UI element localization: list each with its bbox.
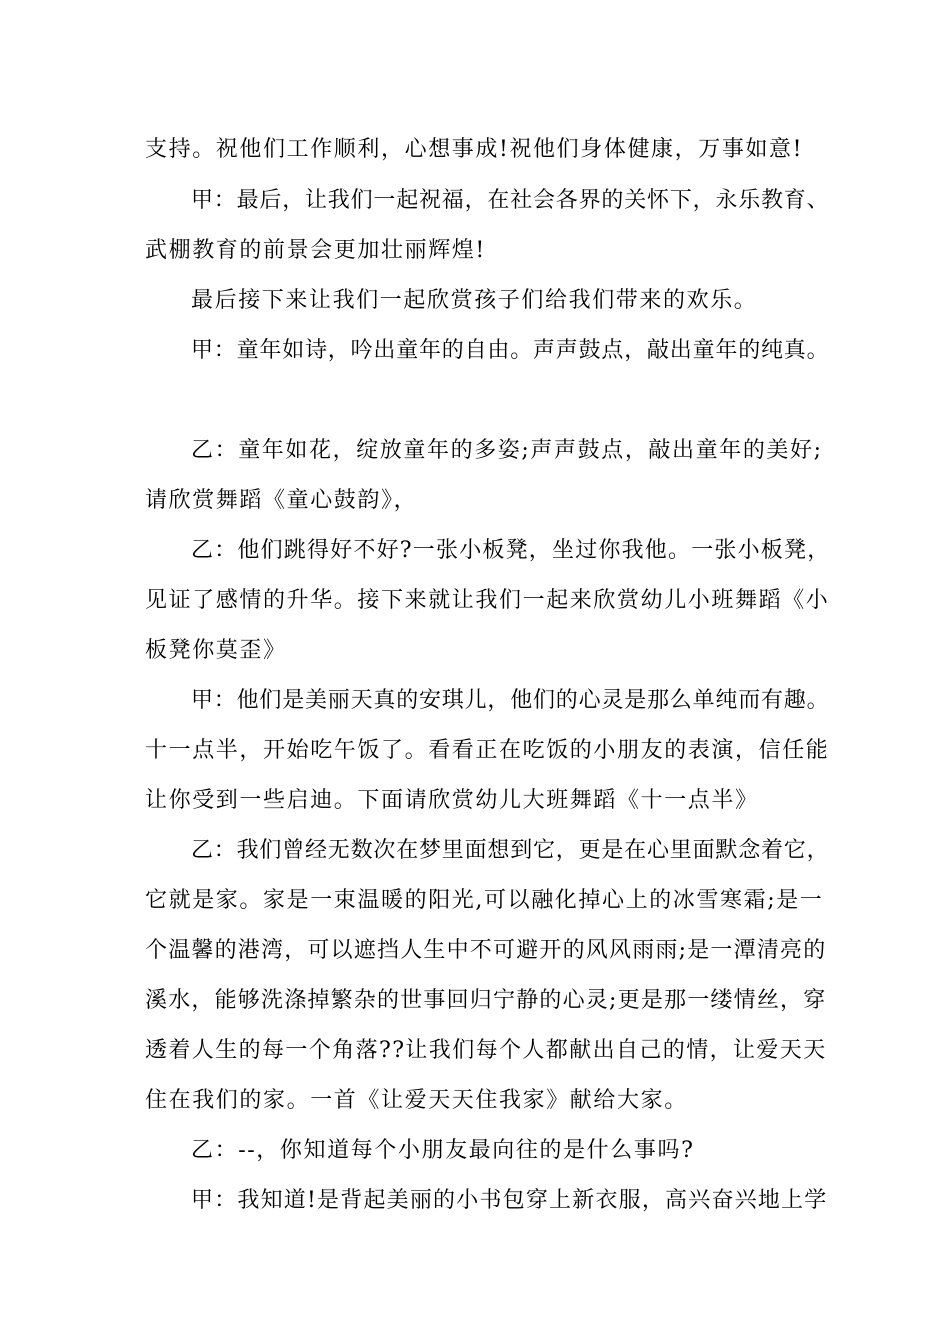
text-line: 乙：我们曾经无数次在梦里面想到它，更是在心里面默念着它，	[191, 838, 830, 863]
text-line: 见证了感情的升华。接下来就让我们一起来欣赏幼儿小班舞蹈《小	[145, 588, 830, 613]
text-line: 甲：最后，让我们一起祝福，在社会各界的关怀下，永乐教育、	[191, 188, 830, 213]
text-line: 乙：--，你知道每个小朋友最向往的是什么事吗?	[191, 1138, 695, 1163]
text-line: 支持。祝他们工作顺利，心想事成!祝他们身体健康，万事如意!	[145, 137, 804, 162]
text-line: 十一点半，开始吃午饭了。看看正在吃饭的小朋友的表演，信任能	[145, 738, 830, 763]
text-line: 它就是家。家是一束温暖的阳光,可以融化掉心上的冰雪寒霜;是一	[145, 888, 824, 913]
text-line: 武棚教育的前景会更加壮丽辉煌!	[145, 238, 486, 263]
text-line: 板凳你莫歪》	[145, 638, 287, 663]
text-line: 甲：童年如诗，吟出童年的自由。声声鼓点，敲出童年的纯真。	[191, 338, 830, 363]
text-line: 甲：我知道!是背起美丽的小书包穿上新衣服，高兴奋兴地上学	[191, 1188, 828, 1213]
text-line: 乙：童年如花，绽放童年的多姿;声声鼓点，敲出童年的美好;	[191, 438, 823, 463]
text-line: 甲：他们是美丽天真的安琪儿，他们的心灵是那么单纯而有趣。	[191, 688, 830, 713]
text-line: 溪水，能够洗涤掉繁杂的世事回归宁静的心灵;更是那一缕情丝，穿	[145, 988, 827, 1013]
text-line: 让你受到一些启迪。下面请欣赏幼儿大班舞蹈《十一点半》	[145, 788, 759, 813]
text-line: 透着人生的每一个角落??让我们每个人都献出自己的情，让爱天天	[145, 1038, 827, 1063]
text-line: 乙：他们跳得好不好?一张小板凳，坐过你我他。一张小板凳，	[191, 538, 831, 563]
text-line: 住在我们的家。一首《让爱天天住我家》献给大家。	[145, 1088, 688, 1113]
text-line: 请欣赏舞蹈《童心鼓韵》，	[145, 488, 418, 513]
text-line: 个温馨的港湾，可以遮挡人生中不可避开的风风雨雨;是一潭清亮的	[145, 938, 827, 963]
text-line: 最后接下来让我们一起欣赏孩子们给我们带来的欢乐。	[191, 288, 758, 313]
